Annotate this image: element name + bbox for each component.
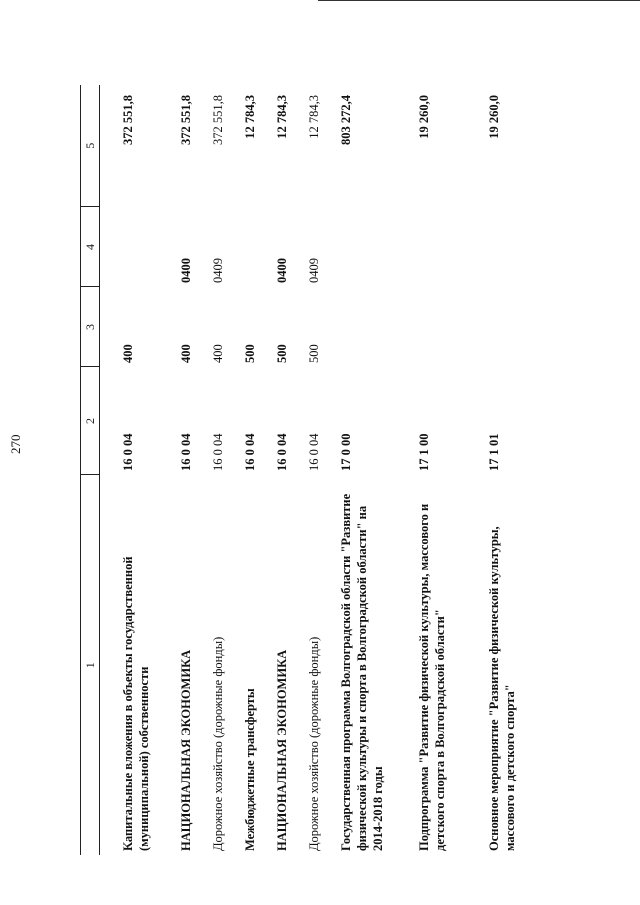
row-section [238,207,270,287]
row-code: 16 0 04 [243,433,257,471]
row-vr: 400 [211,344,225,363]
budget-table-rotated [80,85,620,855]
header-col-1: 1 [81,475,100,855]
row-sum: 12 784,3 [307,95,321,139]
row-sum: 803 272,4 [339,95,353,145]
budget-table [80,85,552,855]
row-sum: 12 784,3 [275,95,289,139]
row-name: Межбюджетные трансферты [243,688,257,851]
table-row [238,85,270,855]
row-section: 0409 [307,258,321,283]
row-section [412,207,482,287]
row-name: Государственная программа Волгоградской области "Развитие физической культуры и спорта в Волгоградской области" на 2014-2018 годы [339,493,385,851]
header-col-5: 5 [81,85,100,207]
table-row [412,85,482,855]
row-vr: 500 [275,344,289,363]
row-section: 0409 [211,258,225,283]
row-vr: 400 [179,344,193,363]
table-row [334,85,412,855]
row-code: 16 0 04 [211,433,225,471]
header-col-4: 4 [81,207,100,287]
row-sum: 372 551,8 [179,95,193,145]
row-code: 16 0 04 [179,433,193,471]
page-number: 270 [8,434,23,454]
row-section: 0400 [275,258,289,283]
table-row [302,85,334,855]
row-name: НАЦИОНАЛЬНАЯ ЭКОНОМИКА [179,649,193,851]
table-row [482,85,552,855]
row-sum: 19 260,0 [487,95,501,139]
table-row [100,85,175,855]
row-section [100,207,175,287]
row-sum: 19 260,0 [417,95,431,139]
row-code: 16 0 04 [275,433,289,471]
row-name: Дорожное хозяйство (дорожные фонды) [211,636,225,851]
row-code: 17 0 00 [339,433,353,471]
row-section: 0400 [179,258,193,283]
row-name: Капитальные вложения в объекты государственной (муниципальной) собственности [121,556,151,851]
row-vr [412,287,482,367]
row-section [334,207,412,287]
row-name: НАЦИОНАЛЬНАЯ ЭКОНОМИКА [275,649,289,851]
row-code: 16 0 04 [307,433,321,471]
row-vr: 500 [243,344,257,363]
header-row [81,85,100,855]
header-col-3: 3 [81,287,100,367]
row-sum: 372 551,8 [211,95,225,145]
row-sum: 372 551,8 [121,95,135,145]
header-col-2: 2 [81,367,100,475]
table-row [206,85,238,855]
row-vr [482,287,552,367]
row-code: 16 0 04 [121,433,135,471]
row-vr: 500 [307,344,321,363]
top-rule [318,0,640,1]
table-row [270,85,302,855]
row-vr: 400 [121,344,135,363]
row-section [482,207,552,287]
row-name: Дорожное хозяйство (дорожные фонды) [307,636,321,851]
row-name: Подпрограмма "Развитие физической культуры, массового и детского спорта в Волгоградской области" [417,503,447,851]
row-vr [334,287,412,367]
row-sum: 12 784,3 [243,95,257,139]
row-code: 17 1 01 [487,433,501,471]
row-code: 17 1 00 [417,433,431,471]
table-row [174,85,206,855]
row-name: Основное мероприятие "Развитие физической культуры, массового и детского спорта" [487,526,517,851]
